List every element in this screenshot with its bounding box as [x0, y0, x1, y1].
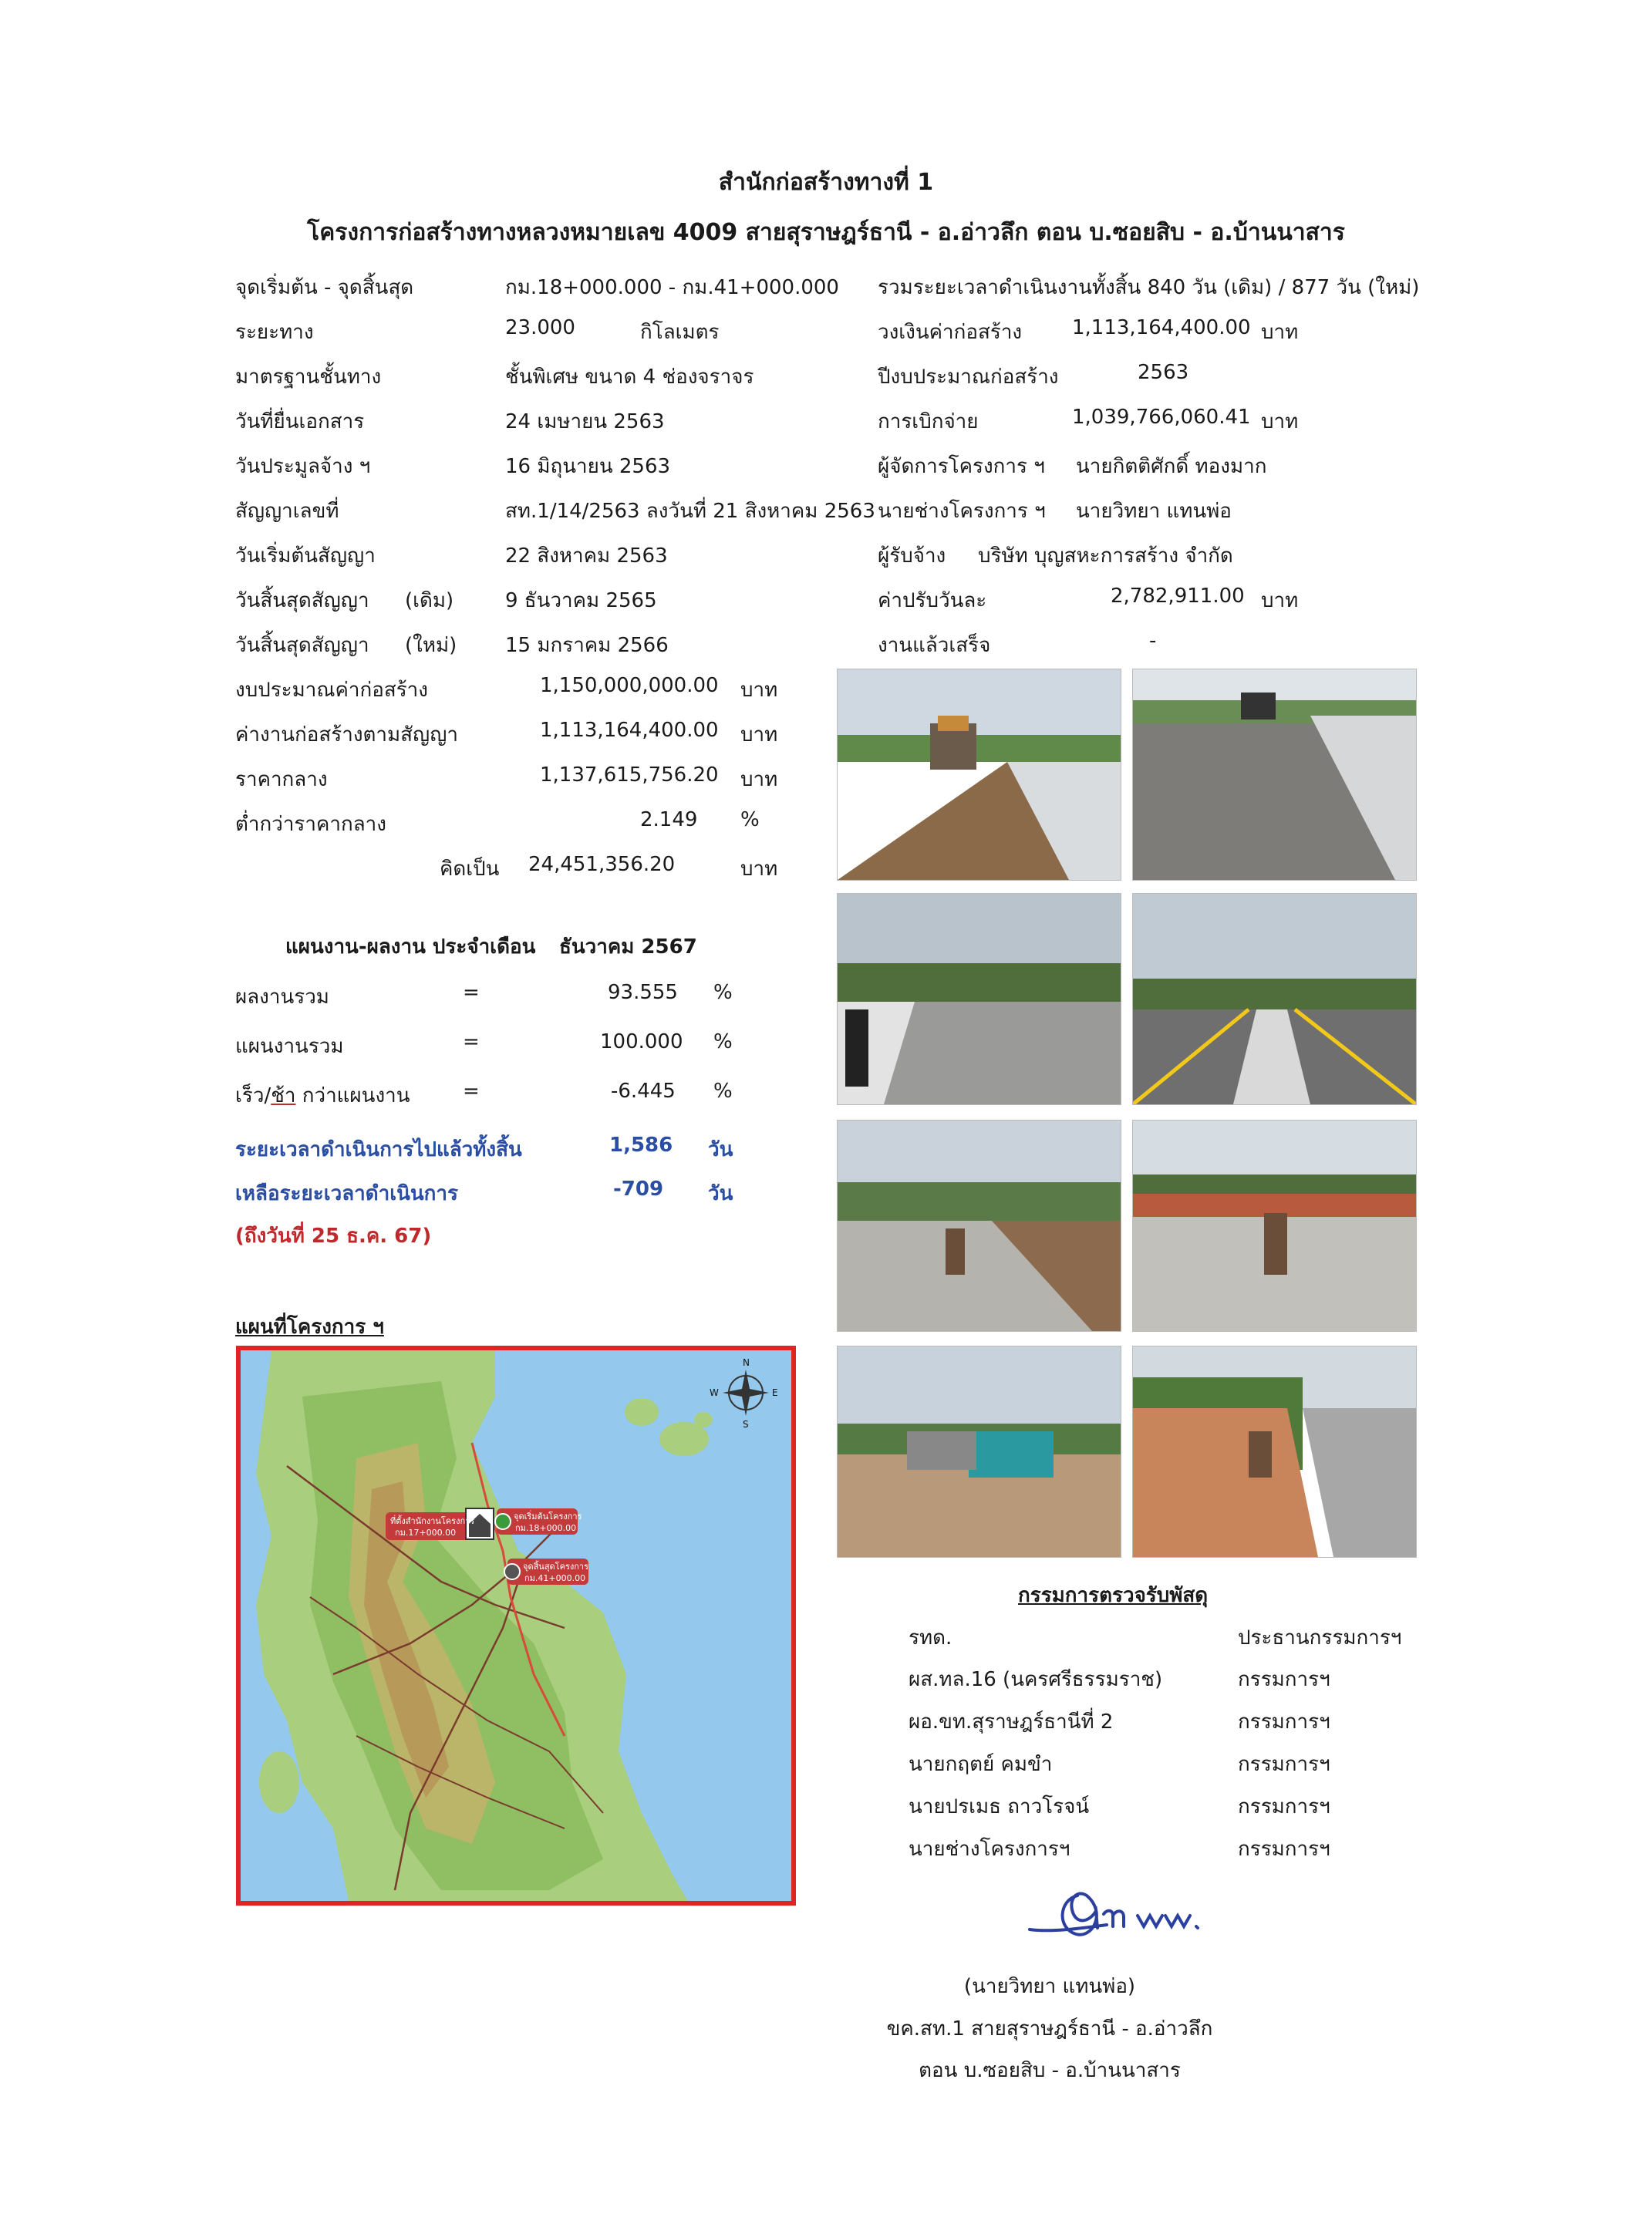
info-value: 16 มิถุนายน 2563: [505, 455, 671, 478]
right-value: บริษัท บุญสหะการสร้าง จำกัด: [978, 544, 1233, 568]
budget-value: 2.149: [640, 808, 698, 831]
info-value: 22 สิงหาคม 2563: [505, 544, 668, 568]
compass-s: S: [743, 1419, 749, 1430]
budget-label: งบประมาณค่าก่อสร้าง: [235, 679, 428, 702]
info-label: สัญญาเลขที่: [235, 500, 339, 523]
duration-text: รวมระยะเวลาดำเนินงานทั้งสิ้น 840 วัน (เดิม) / 877 วัน (ใหม่): [878, 276, 1420, 299]
right-label: ผู้รับจ้าง: [878, 544, 946, 568]
info-label: วันเริ่มต้นสัญญา: [235, 544, 376, 568]
info-label: จุดเริ่มต้น - จุดสิ้นสุด: [235, 276, 414, 299]
budget-label: ราคากลาง: [235, 768, 328, 791]
info-value: 15 มกราคม 2566: [505, 634, 669, 657]
progress-unit: %: [713, 1030, 733, 1053]
right-label: การเบิกจ่าย: [878, 410, 979, 433]
committee-name: นายกฤตย์ คมขำ: [909, 1753, 1053, 1776]
right-label: วงเงินค่าก่อสร้าง: [878, 321, 1023, 344]
info-sub: (เดิม): [405, 589, 454, 612]
info-label: วันประมูลจ้าง ฯ: [235, 455, 371, 478]
budget-label: คิดเป็น: [440, 858, 500, 881]
info-unit: กิโลเมตร: [640, 321, 720, 344]
map-image: [241, 1350, 791, 1901]
label-rest: กว่าแผนงาน: [295, 1084, 410, 1107]
project-map: [236, 1346, 796, 1906]
right-value: นายกิตติศักดิ์ ทองมาก: [1076, 455, 1267, 478]
right-value: 2563: [1138, 361, 1189, 384]
progress-heading: แผนงาน-ผลงาน ประจำเดือน: [285, 935, 536, 959]
photo-road-lines: [1132, 893, 1417, 1105]
remaining-unit: วัน: [708, 1182, 733, 1205]
right-unit: บาท: [1261, 589, 1299, 612]
committee-role: กรรมการฯ: [1238, 1710, 1330, 1734]
photo-excavator: [837, 1346, 1121, 1558]
info-label: มาตรฐานชั้นทาง: [235, 366, 382, 389]
right-label: ผู้จัดการโครงการ ฯ: [878, 455, 1045, 478]
label-slow: ช้า: [271, 1084, 296, 1107]
committee-name: ผส.ทล.16 (นครศรีธรรมราช): [909, 1668, 1163, 1691]
right-value: 2,782,911.00: [1111, 585, 1245, 608]
as-of-date: (ถึงวันที่ 25 ธ.ค. 67): [235, 1225, 432, 1248]
committee-role: กรรมการฯ: [1238, 1838, 1330, 1861]
right-value: 1,039,766,060.41: [1072, 406, 1251, 429]
committee-name: นายช่างโครงการฯ: [909, 1838, 1070, 1861]
photo-road-barrier: [837, 893, 1121, 1105]
progress-unit: %: [713, 1080, 733, 1103]
committee-role: กรรมการฯ: [1238, 1668, 1330, 1691]
budget-unit: บาท: [740, 768, 778, 791]
info-label: วันสิ้นสุดสัญญา: [235, 589, 369, 612]
photo-asphalt-truck: [837, 669, 1121, 881]
right-value: นายวิทยา แทนพ่อ: [1076, 500, 1232, 523]
office-title: สำนักก่อสร้างทางที่ 1: [718, 169, 934, 196]
photo-concrete-work: [1132, 1120, 1417, 1332]
photo-sidewalk-work: [1132, 1346, 1417, 1558]
info-label: วันที่ยื่นเอกสาร: [235, 410, 365, 433]
signer-position-1: ขค.สท.1 สายสุราษฎร์ธานี - อ.อ่าวลึก: [886, 2017, 1213, 2041]
compass-w: W: [710, 1387, 719, 1398]
photo-asphalt-road: [1132, 669, 1417, 881]
committee-heading: กรรมการตรวจรับพัสดุ: [1018, 1584, 1209, 1607]
progress-value: 93.555: [608, 981, 678, 1004]
map-heading: แผนที่โครงการ ฯ: [235, 1316, 384, 1339]
committee-name: ผอ.ขท.สุราษฎร์ธานีที่ 2: [909, 1710, 1114, 1734]
progress-label: ผลงานรวม: [235, 986, 329, 1009]
start-tag-line2: กม.18+000.00: [515, 1523, 577, 1533]
signer-name: (นายวิทยา แทนพ่อ): [963, 1975, 1136, 1998]
budget-label: ต่ำกว่าราคากลาง: [235, 813, 386, 836]
compass-e: E: [772, 1387, 778, 1398]
right-unit: บาท: [1261, 321, 1299, 344]
right-unit: บาท: [1261, 410, 1299, 433]
right-label: ปีงบประมาณก่อสร้าง: [878, 366, 1059, 389]
info-value: 24 เมษายน 2563: [505, 410, 665, 433]
office-tag-line1: ที่ตั้งสำนักงานโครงการ: [390, 1516, 475, 1526]
label-fast: เร็ว/: [235, 1084, 271, 1107]
end-tag-line1: จุดสิ้นสุดโครงการ: [523, 1562, 588, 1572]
remaining-label: เหลือระยะเวลาดำเนินการ: [235, 1182, 458, 1205]
remaining-value: -709: [613, 1178, 664, 1201]
info-label: วันสิ้นสุดสัญญา: [235, 634, 369, 657]
project-title: โครงการก่อสร้างทางหลวงหมายเลข 4009 สายสุราษฎร์ธานี - อ.อ่าวลึก ตอน บ.ซอยสิบ - อ.บ้านนาสาร: [307, 219, 1345, 246]
committee-role: ประธานกรรมการฯ: [1238, 1626, 1402, 1650]
info-value: 9 ธันวาคม 2565: [505, 589, 657, 612]
budget-unit: บาท: [740, 679, 778, 702]
budget-label: ค่างานก่อสร้างตามสัญญา: [235, 723, 458, 746]
signature-image: [1022, 1882, 1230, 1951]
info-value: สท.1/14/2563 ลงวันที่ 21 สิงหาคม 2563: [505, 500, 875, 523]
elapsed-value: 1,586: [609, 1134, 673, 1157]
progress-unit: %: [713, 981, 733, 1004]
info-value: ชั้นพิเศษ ขนาด 4 ช่องจราจร: [505, 366, 754, 389]
start-tag-line1: จุดเริ่มต้นโครงการ: [514, 1511, 582, 1522]
budget-unit: บาท: [740, 858, 778, 881]
info-value: 23.000: [505, 316, 575, 339]
budget-value: 1,150,000,000.00: [540, 674, 719, 697]
budget-value: 24,451,356.20: [528, 853, 676, 876]
progress-month: ธันวาคม 2567: [559, 935, 697, 959]
office-tag-line2: กม.17+000.00: [395, 1528, 457, 1538]
budget-unit: บาท: [740, 723, 778, 746]
right-value: 1,113,164,400.00: [1072, 316, 1251, 339]
progress-value: -6.445: [611, 1080, 676, 1103]
committee-name: รทด.: [909, 1626, 952, 1650]
elapsed-label: ระยะเวลาดำเนินการไปแล้วทั้งสิ้น: [235, 1138, 522, 1161]
right-value: -: [1149, 629, 1157, 652]
progress-eq: =: [463, 981, 480, 1004]
info-value: กม.18+000.000 - กม.41+000.000: [505, 276, 839, 299]
budget-value: 1,113,164,400.00: [540, 719, 719, 742]
progress-value: 100.000: [600, 1030, 683, 1053]
compass-n: N: [743, 1357, 750, 1368]
signer-position-2: ตอน บ.ซอยสิบ - อ.บ้านนาสาร: [919, 2059, 1181, 2082]
committee-role: กรรมการฯ: [1238, 1753, 1330, 1776]
photo-curb-work: [837, 1120, 1121, 1332]
progress-label: แผนงานรวม: [235, 1035, 344, 1058]
right-label: งานแล้วเสร็จ: [878, 634, 991, 657]
right-label: ค่าปรับวันละ: [878, 589, 987, 612]
right-label: นายช่างโครงการ ฯ: [878, 500, 1046, 523]
progress-label: [235, 1080, 410, 1111]
elapsed-unit: วัน: [708, 1138, 733, 1161]
committee-role: กรรมการฯ: [1238, 1795, 1330, 1818]
progress-eq: =: [463, 1080, 480, 1103]
budget-unit: %: [740, 808, 760, 831]
info-label: ระยะทาง: [235, 321, 314, 344]
progress-eq: =: [463, 1030, 480, 1053]
committee-name: นายปรเมธ ถาวโรจน์: [909, 1795, 1090, 1818]
end-tag-line2: กม.41+000.00: [524, 1573, 586, 1583]
budget-value: 1,137,615,756.20: [540, 763, 719, 787]
info-sub: (ใหม่): [405, 634, 457, 657]
